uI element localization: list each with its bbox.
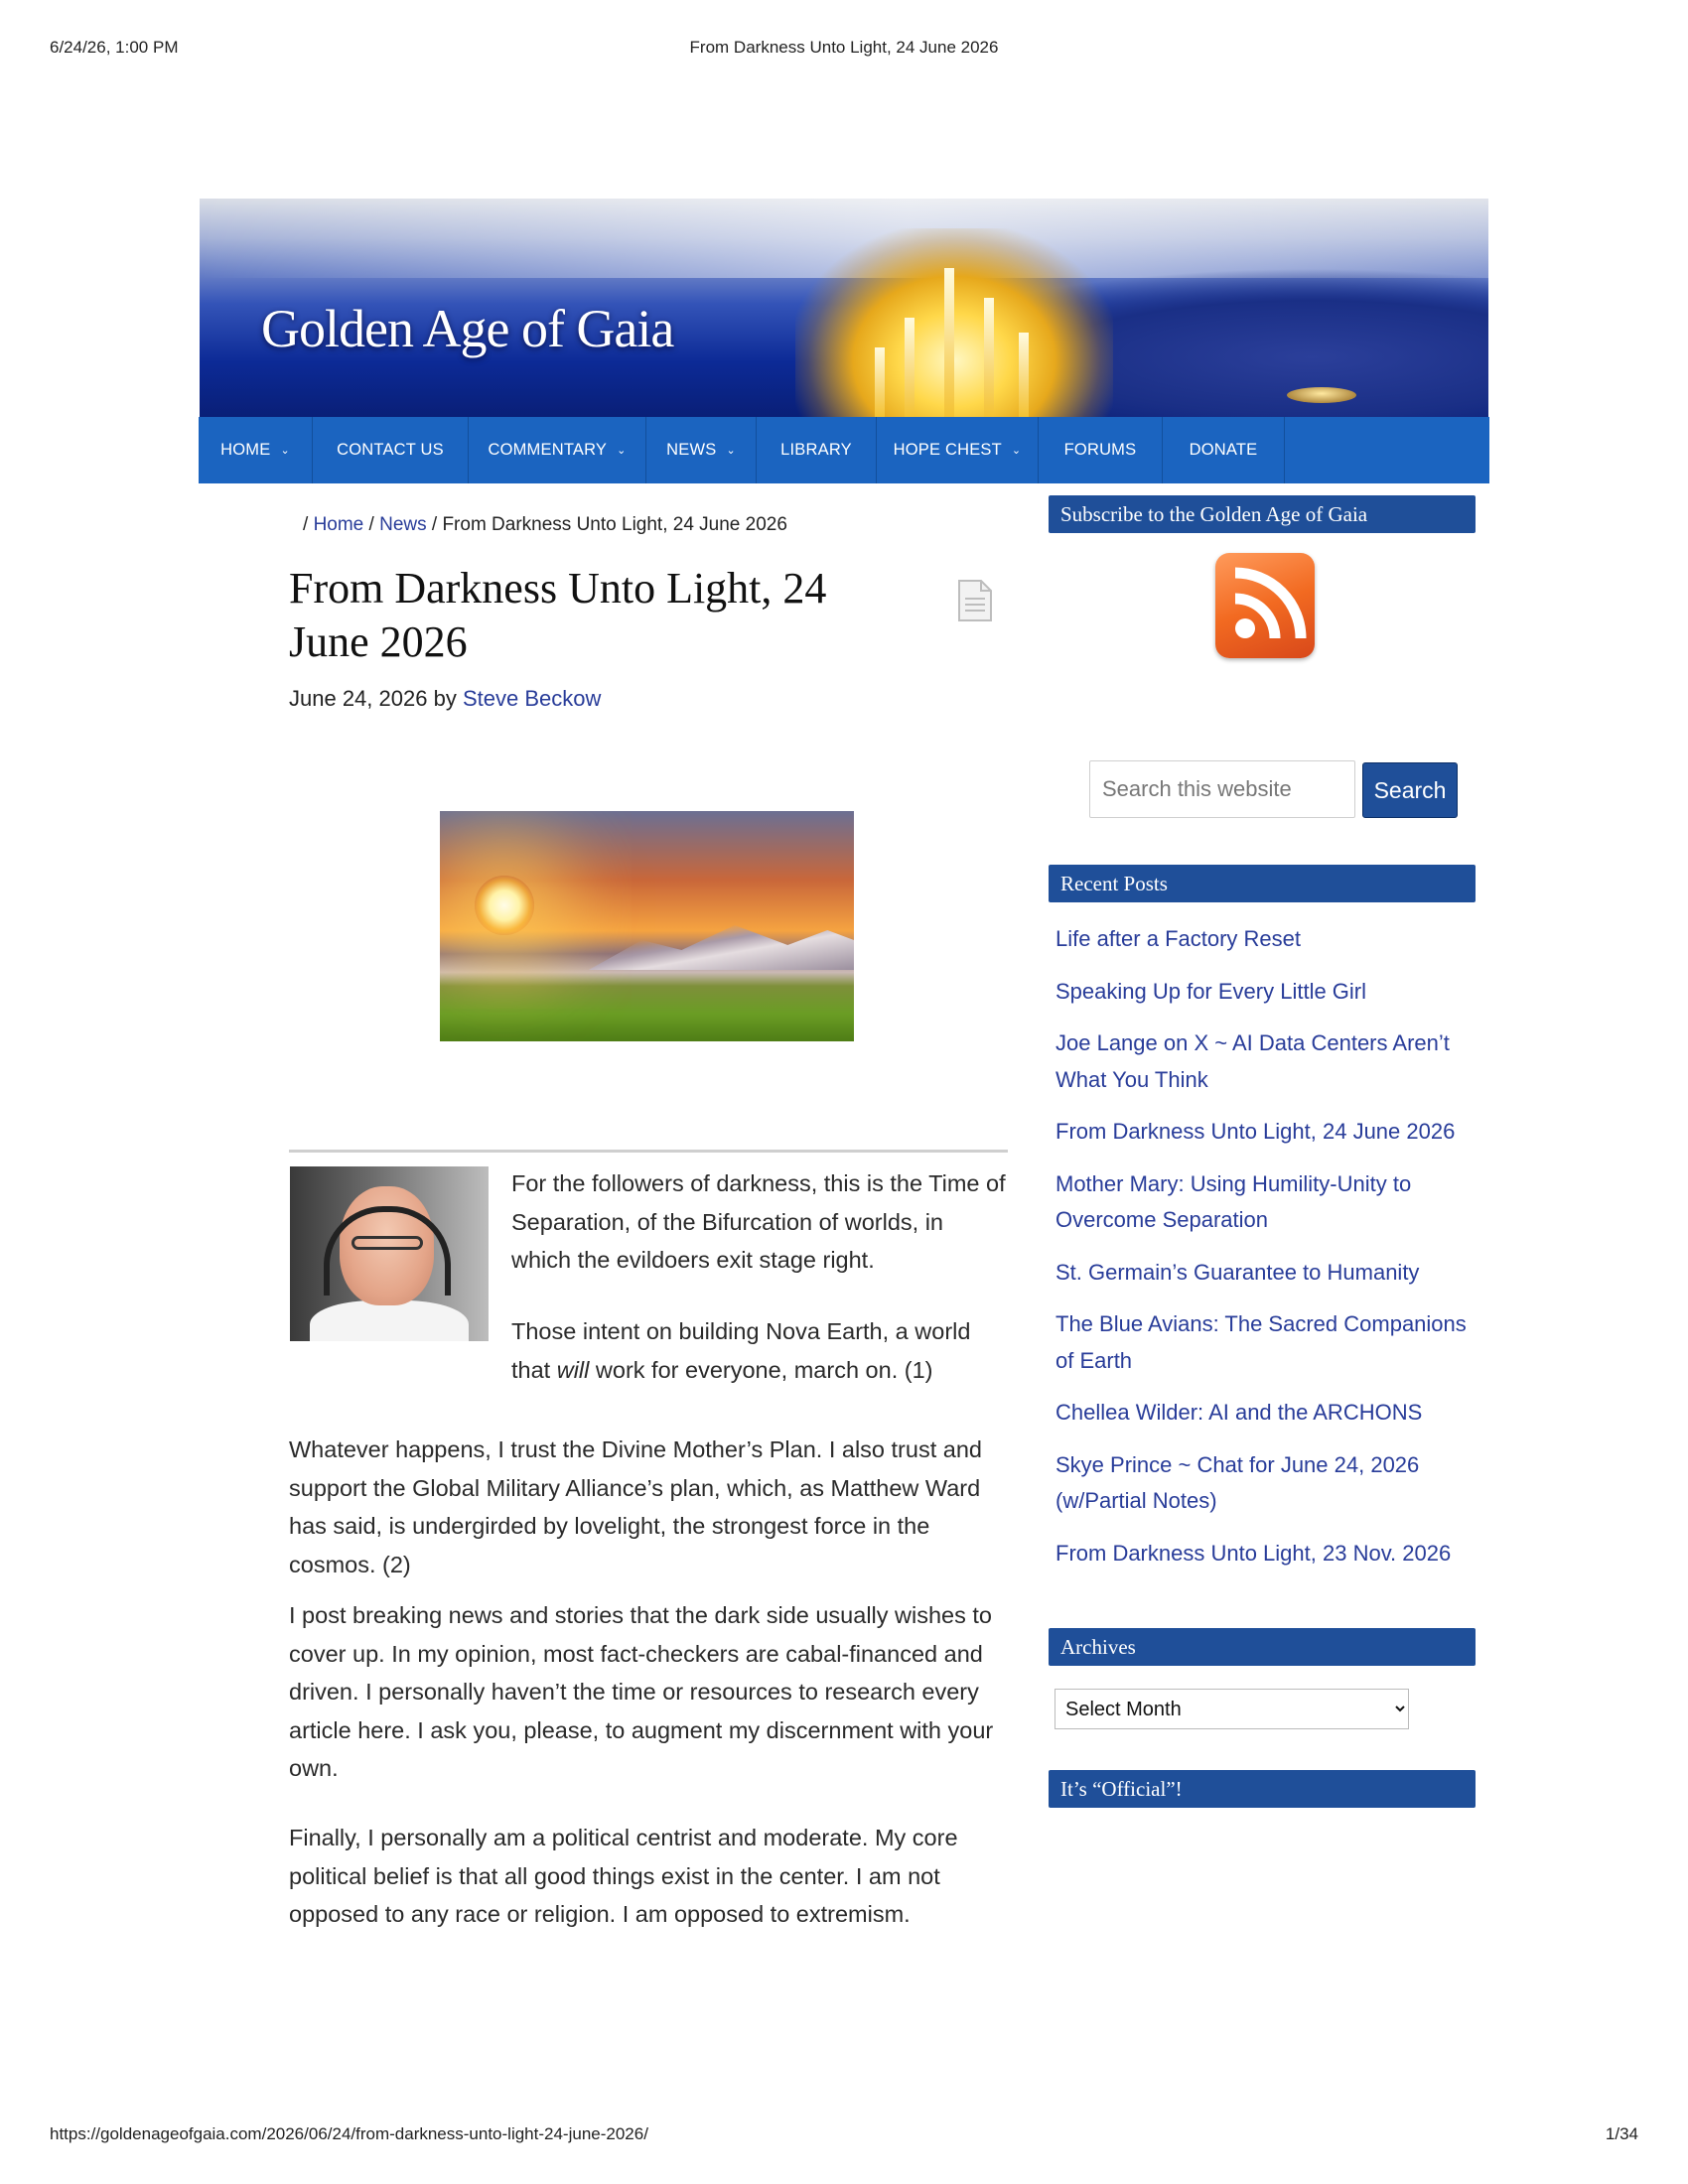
chevron-down-icon: ⌄ <box>726 445 736 457</box>
para2-text: Those intent on building Nova Earth, a world that <box>511 1318 971 1383</box>
nav-item-hope-chest[interactable] <box>877 417 1039 483</box>
chevron-down-icon: ⌄ <box>617 445 627 457</box>
recent-posts-list <box>1055 921 1482 1587</box>
banner-spire <box>984 298 994 417</box>
search-input[interactable] <box>1089 760 1355 818</box>
site-logo[interactable]: Golden Age of Gaia <box>261 299 674 358</box>
post-paragraph-4: I post breaking news and stories that the dark side usually wishes to cover up. In my opinion, most fact-checkers are cabal-financed and driven. I personally haven’t the time or resources to research every article here. I ask you, please, to augment my discernment with your own. <box>289 1602 994 1781</box>
post-paragraph-1: For the followers of darkness, this is the Time of Separation, of the Bifurcation of worlds, in which the evildoers exit stage right. <box>511 1170 1006 1273</box>
recent-post-link[interactable]: Chellea Wilder: AI and the ARCHONS <box>1055 1400 1423 1425</box>
chevron-down-icon: ⌄ <box>1011 445 1022 457</box>
search-button[interactable]: Search <box>1362 762 1458 818</box>
nav-label: NEWS <box>666 441 717 459</box>
archives-select[interactable] <box>1055 1689 1409 1729</box>
post-paragraph-5: Finally, I personally am a political centrist and moderate. My core political belief is that all good things exist in the center. I am not opposed to any race or religion. I am opposed to extremism. <box>289 1825 958 1927</box>
post-date: June 24, 2026 <box>289 686 428 711</box>
nav-label: COMMENTARY <box>488 441 608 459</box>
print-date: 6/24/26, 1:00 PM <box>50 38 179 57</box>
document-icon <box>957 579 993 622</box>
recent-post-link[interactable]: Speaking Up for Every Little Girl <box>1055 978 1367 1004</box>
main-nav <box>199 417 1489 483</box>
nav-label: LIBRARY <box>780 441 852 459</box>
byline-by: by <box>433 686 457 711</box>
breadcrumb-separator: / <box>431 514 438 535</box>
breadcrumb <box>303 514 787 536</box>
print-page-number: 1/34 <box>1605 2124 1638 2143</box>
banner-spire <box>875 347 885 417</box>
recent-post-link[interactable]: Mother Mary: Using Humility-Unity to Overcome Separation <box>1055 1170 1412 1232</box>
mountains <box>589 920 854 970</box>
nav-item-contact-us[interactable] <box>313 417 469 483</box>
photo-shirt <box>310 1300 469 1341</box>
recent-posts-title: Recent Posts <box>1049 865 1476 902</box>
rss-glyph <box>1215 553 1315 658</box>
author-photo <box>290 1166 489 1341</box>
banner-spire <box>905 318 914 417</box>
breadcrumb-home-link[interactable]: Home <box>313 514 364 535</box>
site-banner[interactable] <box>200 199 1488 417</box>
nav-item-donate[interactable] <box>1163 417 1285 483</box>
banner-spire <box>944 268 954 417</box>
nav-label: CONTACT US <box>337 441 444 459</box>
nav-label: FORUMS <box>1063 441 1137 459</box>
photo-glasses <box>352 1236 423 1250</box>
nav-label: HOME <box>220 441 271 459</box>
nav-item-forums[interactable] <box>1039 417 1163 483</box>
print-header <box>50 38 1638 62</box>
banner-golden-city <box>795 228 1113 417</box>
recent-post-link[interactable]: From Darkness Unto Light, 23 Nov. 2026 <box>1055 1540 1452 1566</box>
print-title: From Darkness Unto Light, 24 June 2026 <box>689 38 999 57</box>
nav-item-library[interactable] <box>757 417 877 483</box>
banner-spire <box>1019 333 1029 417</box>
breadcrumb-current: From Darkness Unto Light, 24 June 2026 <box>442 514 787 535</box>
print-url: https://goldenageofgaia.com/2026/06/24/from-darkness-unto-light-24-june-2026/ <box>50 2124 648 2143</box>
author-link[interactable]: Steve Beckow <box>462 686 602 711</box>
breadcrumb-separator: / <box>368 514 374 535</box>
post-byline <box>289 686 601 712</box>
breadcrumb-news-link[interactable]: News <box>379 514 427 535</box>
print-footer <box>50 2124 1638 2148</box>
featured-image-sunset <box>440 811 854 1041</box>
nav-label: HOPE CHEST <box>893 441 1002 459</box>
rss-icon[interactable] <box>1215 553 1315 658</box>
recent-post-link[interactable]: Life after a Factory Reset <box>1055 926 1301 951</box>
breadcrumb-separator: / <box>303 514 309 535</box>
content-divider <box>289 1150 1008 1153</box>
sun-glow <box>475 876 534 935</box>
chevron-down-icon: ⌄ <box>280 445 290 457</box>
official-widget-title: It’s “Official”! <box>1049 1770 1476 1808</box>
archives-title: Archives <box>1049 1628 1476 1666</box>
post-title: From Darkness Unto Light, 24 June 2026 <box>289 564 827 666</box>
nav-label: DONATE <box>1189 441 1258 459</box>
post-paragraph-2 <box>511 1312 1008 1389</box>
recent-post-link[interactable]: St. Germain’s Guarantee to Humanity <box>1055 1259 1420 1285</box>
subscribe-widget-title: Subscribe to the Golden Age of Gaia <box>1049 495 1476 533</box>
para2-emphasis: will <box>556 1356 590 1383</box>
recent-post-link[interactable]: From Darkness Unto Light, 24 June 2026 <box>1055 1119 1456 1144</box>
recent-post-link[interactable]: The Blue Avians: The Sacred Companions of Earth <box>1055 1311 1467 1373</box>
nav-item-commentary[interactable] <box>469 417 646 483</box>
nav-item-news[interactable] <box>646 417 757 483</box>
post-paragraph-3: Whatever happens, I trust the Divine Mother’s Plan. I also trust and support the Global Military Alliance’s plan, which, as Matthew Ward has said, is undergirded by lovelight, the strongest force in the cosmos. (2) <box>289 1436 982 1577</box>
recent-post-link[interactable]: Skye Prince ~ Chat for June 24, 2026 (w/Partial Notes) <box>1055 1451 1420 1513</box>
nav-item-home[interactable] <box>199 417 313 483</box>
recent-post-link[interactable]: Joe Lange on X ~ AI Data Centers Aren’t What You Think <box>1055 1030 1450 1092</box>
banner-ufo <box>1287 387 1356 403</box>
para2-text: work for everyone, march on. (1) <box>589 1356 933 1383</box>
